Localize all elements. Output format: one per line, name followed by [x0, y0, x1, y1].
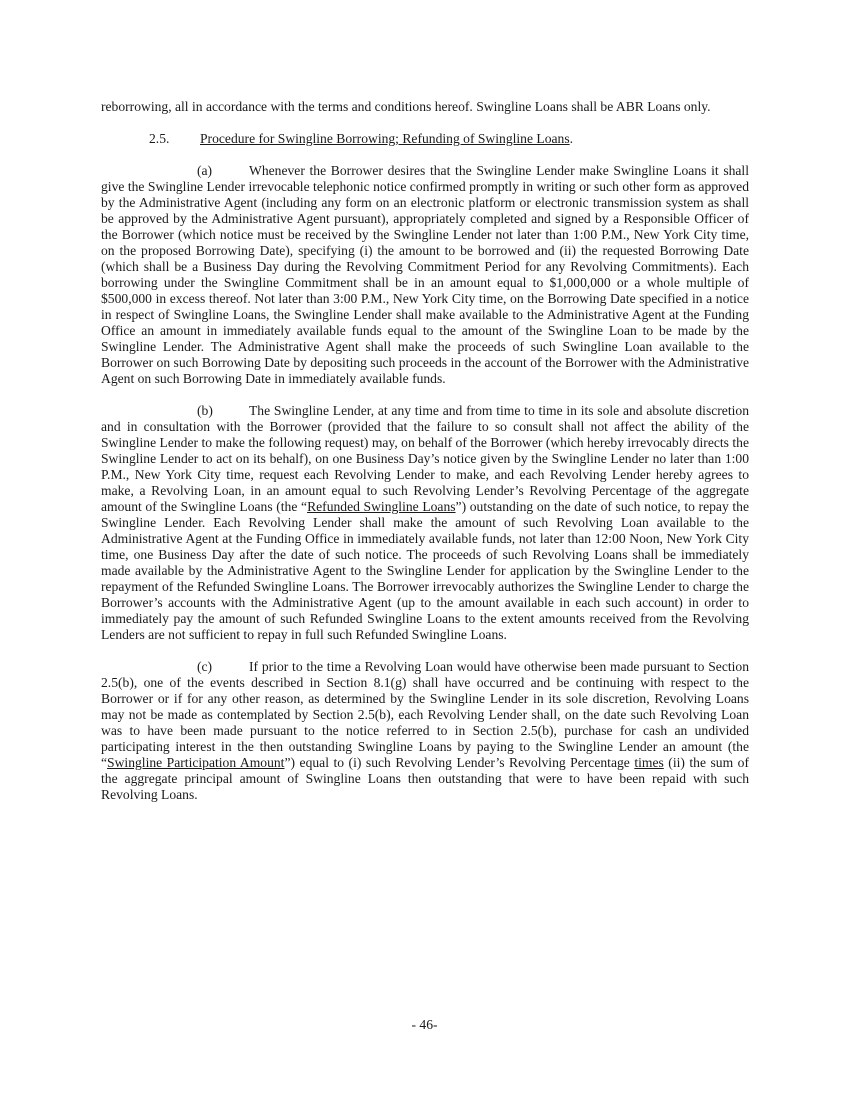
section-title-period: .: [569, 131, 574, 146]
paragraph-b: [101, 403, 749, 643]
paragraph-b-text-2: ”) outstanding on the date of such notice, to repay the Swingline Lender. Each Revolving Lender shall make the amount of such Revolving Loan available to the Administrative Agent at the Funding Office in immediately available funds, not later than 12:00 Noon, New York City time, one Business Day after the date of such notice. The proceeds of such Revolving Loans shall be immediately made available by the Administrative Agent to the Swingline Lender for application by the Swingline Lender to the repayment of the Refunded Swingline Loans. The Borrower irrevocably authorizes the Swingline Lender to charge the Borrower’s accounts with the Administrative Agent (up to the amount available in each such account) in order to immediately pay the amount of such Refunded Swingline Loans to the extent amounts received from the Revolving Lenders are not sufficient to repay in full such Refunded Swingline Loans.: [101, 499, 749, 642]
paragraph-a-text: Whenever the Borrower desires that the Swingline Lender make Swingline Loans it shall give the Swingline Lender irrevocable telephonic notice confirmed promptly in writing or such other form as approved by the Administrative Agent (including any form on an electronic platform or electronic transmission system as shall be approved by the Administrative Agent pursuant), appropriately completed and signed by a Responsible Officer of the Borrower (which notice must be received by the Swingline Lender not later than 1:00 P.M., New York City time, on the proposed Borrowing Date), specifying (i) the amount to be borrowed and (ii) the requested Borrowing Date (which shall be a Business Day during the Revolving Commitment Period for any Revolving Commitments). Each borrowing under the Swingline Commitment shall be in an amount equal to $1,000,000 or a whole multiple of $500,000 in excess thereof. Not later than 3:00 P.M., New York City time, on the Borrowing Date specified in a notice in respect of Swingline Loans, the Swingline Lender shall make available to the Administrative Agent at the Funding Office an amount in immediately available funds equal to the amount of the Swingline Loan to be made by the Swingline Lender. The Administrative Agent shall make the proceeds of such Swingline Loan available to the Borrower on such Borrowing Date by depositing such proceeds in the account of the Borrower with the Administrative Agent on such Borrowing Date in immediately available funds.: [101, 163, 749, 386]
times-word: times: [634, 755, 664, 770]
section-number: 2.5.: [149, 131, 170, 146]
paragraph-a: [101, 163, 749, 387]
section-title: Procedure for Swingline Borrowing; Refunding of Swingline Loans: [200, 131, 570, 146]
paragraph-b-text-1: The Swingline Lender, at any time and from time to time in its sole and absolute discretion and in consultation with the Borrower (provided that the failure to so consult shall not affect the ability of the Swingline Lender to make the following request) may, on behalf of the Borrower (which hereby irrevocably directs the Swingline Lender to act on its behalf), on one Business Day’s notice given by the Swingline Lender no later than 1:00 P.M., New York City time, request each Revolving Lender to make, and each Revolving Lender hereby agrees to make, a Revolving Loan, in an amount equal to such Revolving Lender’s Revolving Percentage of the aggregate amount of the Swingline Loans (the “: [101, 403, 749, 514]
paragraph-b-label: (b): [197, 403, 213, 418]
paragraph-c-text-1: If prior to the time a Revolving Loan would have otherwise been made pursuant to Section 2.5(b), one of the events described in Section 8.1(g) shall have occurred and be continuing with respect to the Borrower or if for any other reason, as determined by the Swingline Lender in its sole discretion, Revolving Loans may not be made as contemplated by Section 2.5(b), each Revolving Lender shall, on the date such Revolving Loan was to have been made pursuant to the notice referred to in Section 2.5(b), purchase for cash an undivided participating interest in the then outstanding Swingline Loans by paying to the Swingline Lender an amount (the “: [101, 659, 749, 770]
paragraph-c-label: (c): [197, 659, 213, 674]
paragraph-c-text-3: (ii) the sum of the aggregate principal amount of Swingline Loans then outstanding that were to have been repaid with such Revolving Loans.: [101, 755, 750, 802]
section-heading: [101, 131, 749, 147]
document-page: [101, 99, 749, 803]
intro-paragraph: reborrowing, all in accordance with the terms and conditions hereof. Swingline Loans shall be ABR Loans only.: [101, 99, 711, 114]
page-number: - 46-: [411, 1017, 438, 1032]
paragraph-c: [101, 659, 749, 803]
defined-term-refunded-swingline-loans: Refunded Swingline Loans: [307, 499, 456, 514]
defined-term-swingline-participation-amount: Swingline Participation Amount: [107, 755, 285, 770]
paragraph-c-text-2: ”) equal to (i) such Revolving Lender’s Revolving Percentage: [284, 755, 635, 770]
paragraph-a-label: (a): [197, 163, 213, 178]
